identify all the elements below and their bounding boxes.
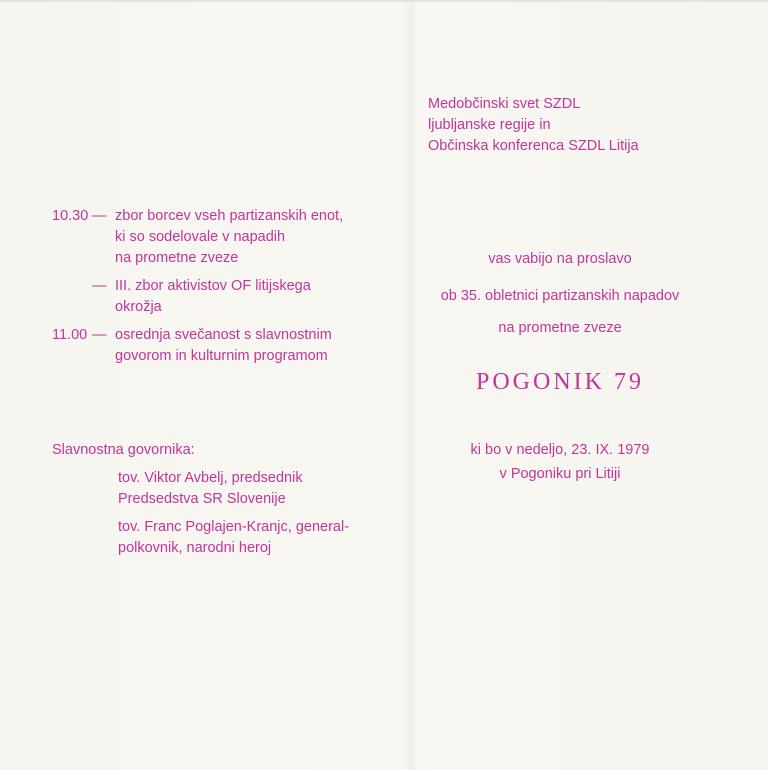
invitation-line-1: vas vabijo na proslavo bbox=[488, 251, 632, 267]
speaker-1-line-2: Predsedstva SR Slovenije bbox=[118, 491, 286, 507]
event-place: v Pogoniku pri Litiji bbox=[499, 466, 621, 482]
event-date: ki bo v nedeljo, 23. IX. 1979 bbox=[470, 442, 650, 458]
program-item-3-line-1: osrednja svečanost s slavnostnim bbox=[115, 327, 332, 343]
program-item-2-line-2: okrožja bbox=[115, 299, 162, 315]
program-dash-3: — bbox=[92, 327, 107, 343]
program-item-3-line-2: govorom in kulturnim programom bbox=[115, 348, 328, 364]
invitation-line-3: na prometne zveze bbox=[498, 320, 622, 336]
speakers-heading: Slavnostna govornika: bbox=[52, 442, 195, 458]
program-time-3: 11.00 bbox=[52, 327, 88, 343]
program-item-1-line-1: zbor borcev vseh partizanskih enot, bbox=[115, 208, 344, 224]
organizer-line-2: ljubljanske regije in bbox=[428, 117, 551, 133]
center-fold bbox=[404, 0, 418, 770]
event-title: POGONIK 79 bbox=[476, 369, 644, 395]
program-item-2-line-1: III. zbor aktivistov OF litijskega bbox=[115, 278, 311, 294]
program-dash-2: — bbox=[92, 278, 107, 294]
paper-top-edge bbox=[0, 0, 768, 3]
program-item-1-line-2: ki so sodelovale v napadih bbox=[115, 229, 286, 245]
speaker-2-line-2: polkovnik, narodni heroj bbox=[118, 540, 272, 556]
speaker-2-line-1: tov. Franc Poglajen-Kranjc, general- bbox=[118, 519, 350, 535]
program-time-1: 10.30 bbox=[52, 208, 89, 224]
organizer-line-3: Občinska konferenca SZDL Litija bbox=[428, 138, 639, 154]
organizer-line-1: Medobčinski svet SZDL bbox=[428, 96, 581, 112]
program-item-1-line-3: na prometne zveze bbox=[115, 250, 239, 266]
program-dash-1: — bbox=[92, 208, 107, 224]
invitation-line-2: ob 35. obletnici partizanskih napadov bbox=[440, 288, 680, 304]
speaker-1-line-1: tov. Viktor Avbelj, predsednik bbox=[118, 470, 303, 486]
